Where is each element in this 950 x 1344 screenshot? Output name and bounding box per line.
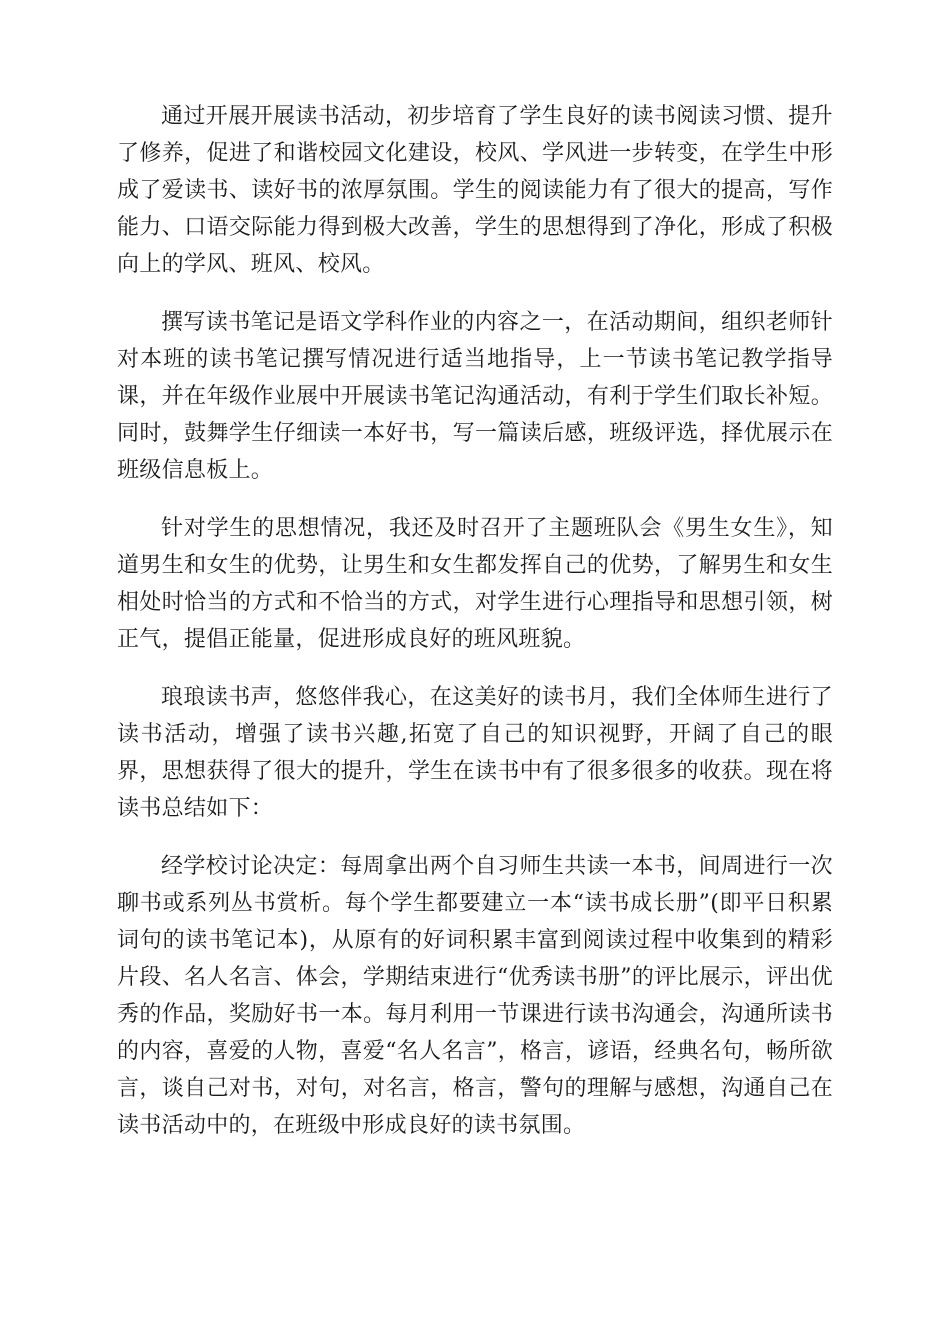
document-body — [117, 98, 833, 1165]
paragraph-1: 通过开展开展读书活动，初步培育了学生良好的读书阅读习惯、提升了修养，促进了和谐校园文化建设，校风、学风进一步转变，在学生中形成了爱读书、读好书的浓厚氛围。学生的阅读能力有了很大的提高，写作能力、口语交际能力得到极大改善，学生的思想得到了净化，形成了积极向上的学风、班风、校风。 — [117, 104, 833, 277]
paragraph-5: 经学校讨论决定：每周拿出两个自习师生共读一本书，间周进行一次聊书或系列丛书赏析。每个学生都要建立一本“读书成长册”(即平日积累词句的读书笔记本)，从原有的好词积累丰富到阅读过程中收集到的精彩片段、名人名言、体会，学期结束进行“优秀读书册”的评比展示，评出优秀的作品，奖励好书一本。每月利用一节课进行读书沟通会，沟通所读书的内容，喜爱的人物，喜爱“名人名言”，格言，谚语，经典名句，畅所欲言，谈自己对书，对句，对名言，格言，警句的理解与感想，沟通自己在读书活动中的，在班级中形成良好的读书氛围。 — [117, 854, 833, 1138]
paragraph-2: 撰写读书笔记是语文学科作业的内容之一，在活动期间，组织老师针对本班的读书笔记撰写情况进行适当地指导，上一节读书笔记教学指导课，并在年级作业展中开展读书笔记沟通活动，有利于学生们取长补短。同时，鼓舞学生仔细读一本好书，写一篇读后感，班级评选，择优展示在班级信息板上。 — [117, 310, 833, 483]
paragraph-4: 琅琅读书声，悠悠伴我心，在这美好的读书月，我们全体师生进行了读书活动，增强了读书兴趣,拓宽了自己的知识视野，开阔了自己的眼界，思想获得了很大的提升，学生在读书中有了很多很多的收获。现在将读书总结如下： — [117, 685, 833, 821]
paragraph-3: 针对学生的思想情况，我还及时召开了主题班队会《男生女生》，知道男生和女生的优势，让男生和女生都发挥自己的优势，了解男生和女生相处时恰当的方式和不恰当的方式，对学生进行心理指导和思想引领，树正气，提倡正能量，促进形成良好的班风班貌。 — [117, 516, 833, 652]
